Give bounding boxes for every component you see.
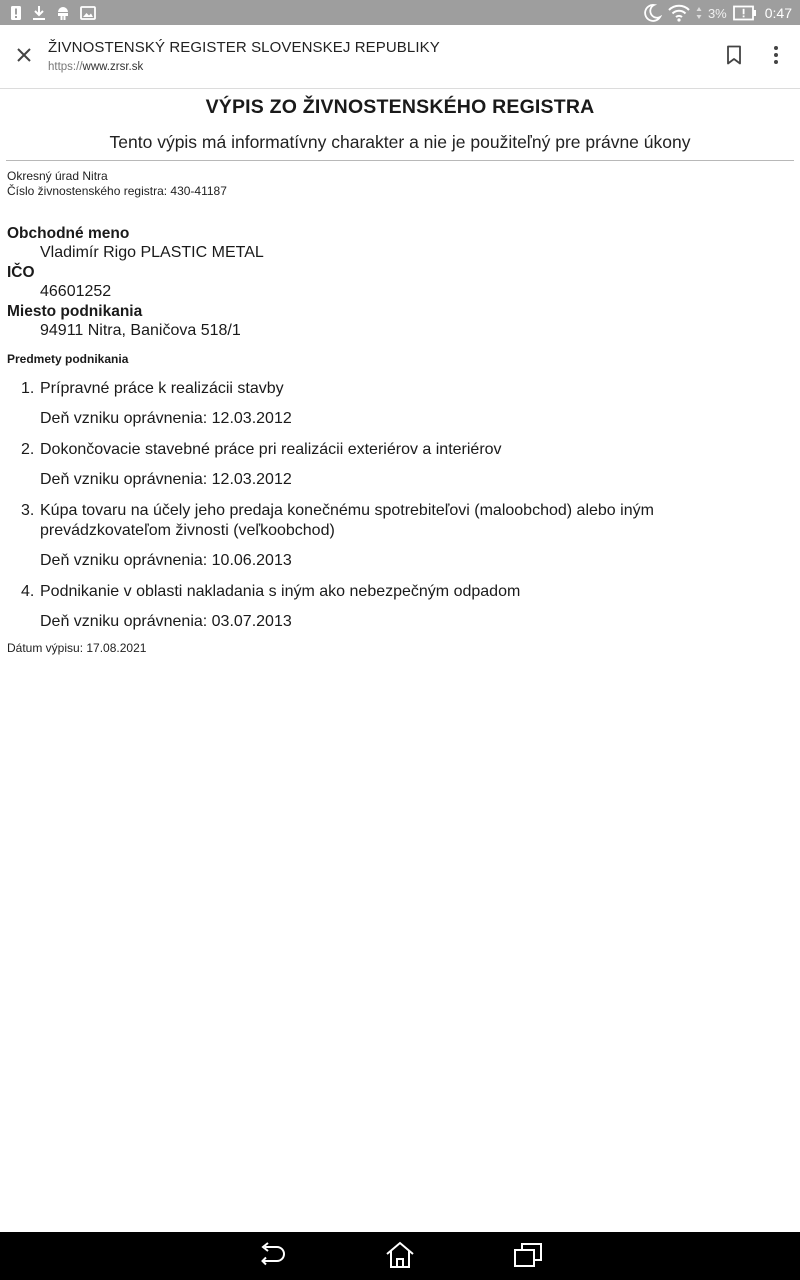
bookmark-icon — [726, 45, 742, 70]
url-scheme: https:// — [48, 61, 83, 73]
navigation-bar — [0, 1232, 800, 1280]
recent-apps-button[interactable] — [511, 1240, 545, 1274]
document-subtitle: Tento výpis má informatívny charakter a nie je použiteľný pre právne úkony — [109, 132, 691, 152]
close-icon — [16, 47, 32, 68]
location-label: Miesto podnikania — [7, 303, 143, 320]
data-arrows-icon — [696, 6, 702, 20]
business-name-value: Vladimír Rigo PLASTIC METAL — [40, 244, 264, 261]
item-text: Dokončovacie stavebné práce pri realizácii exteriérov a interiérov — [40, 441, 502, 458]
item-number: 1. — [21, 380, 35, 397]
status-bar — [0, 0, 800, 25]
home-button[interactable] — [383, 1240, 417, 1274]
list-item — [0, 501, 800, 571]
register-number: Číslo živnostenského registra: 430-41187 — [7, 184, 227, 198]
wifi-icon — [668, 4, 690, 22]
list-item — [0, 582, 800, 632]
moon-icon — [642, 3, 662, 23]
recent-apps-icon — [513, 1242, 543, 1273]
activities-heading: Predmety podnikania — [7, 352, 129, 366]
item-since: Deň vzniku oprávnenia: 03.07.2013 — [40, 613, 292, 630]
item-text: Podnikanie v oblasti nakladania s iným ako nebezpečným odpadom — [40, 583, 521, 600]
item-since: Deň vzniku oprávnenia: 10.06.2013 — [40, 552, 292, 569]
back-icon — [257, 1242, 287, 1273]
office-name: Okresný úrad Nitra — [7, 169, 108, 183]
document-content — [0, 90, 800, 656]
battery-percent: 3% — [707, 5, 727, 21]
list-item — [0, 379, 800, 429]
android-debug-icon — [56, 5, 70, 21]
item-text: Prípravné práce k realizácii stavby — [40, 380, 284, 397]
back-button[interactable] — [255, 1240, 289, 1274]
ico-label: IČO — [7, 264, 35, 281]
location-value: 94911 Nitra, Baničova 518/1 — [40, 322, 241, 339]
activities-list — [0, 379, 800, 632]
home-icon — [385, 1241, 415, 1274]
document-title: VÝPIS ZO ŽIVNOSTENSKÉHO REGISTRA — [205, 96, 595, 118]
image-icon — [80, 6, 96, 20]
item-number: 2. — [21, 441, 35, 458]
item-number: 4. — [21, 583, 35, 600]
alert-notification-icon — [10, 5, 22, 21]
battery-low-icon — [733, 5, 757, 21]
extract-date: Dátum výpisu: 17.08.2021 — [7, 641, 147, 655]
page-title: ŽIVNOSTENSKÝ REGISTER SLOVENSKEJ REPUBLIKY — [48, 39, 440, 56]
browser-toolbar — [0, 25, 800, 89]
item-text: Kúpa tovaru na účely jeho predaja konečnému spotrebiteľovi (maloobchod) alebo iným prevádzkovateľom živnosti (veľkoobchod) — [40, 502, 654, 539]
overflow-menu-button[interactable] — [766, 44, 786, 70]
bookmark-button[interactable] — [722, 44, 746, 70]
business-name-label: Obchodné meno — [7, 225, 130, 242]
url-host: www.zrsr.sk — [82, 61, 144, 73]
clock: 0:47 — [764, 5, 792, 21]
item-number: 3. — [21, 502, 35, 519]
item-since: Deň vzniku oprávnenia: 12.03.2012 — [40, 471, 292, 488]
item-since: Deň vzniku oprávnenia: 12.03.2012 — [40, 410, 292, 427]
list-item — [0, 440, 800, 490]
page-url — [48, 61, 688, 73]
download-icon — [32, 5, 46, 21]
toolbar-titles — [48, 39, 688, 73]
divider — [6, 160, 794, 161]
close-button[interactable] — [10, 43, 38, 71]
ico-value: 46601252 — [40, 283, 112, 300]
more-vert-icon — [773, 45, 779, 70]
